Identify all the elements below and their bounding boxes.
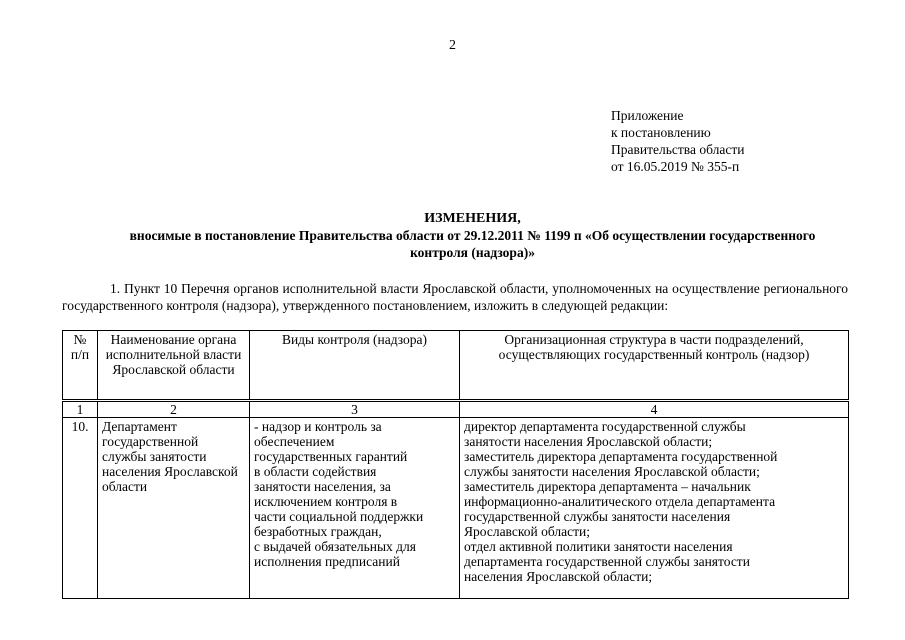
control-line: занятости населения, за: [254, 479, 391, 494]
org-structure: [460, 418, 849, 599]
column-header: Наименование органа исполнительной власти Ярославской области: [98, 331, 250, 401]
changes-table: [62, 330, 849, 599]
column-number: 2: [98, 401, 250, 418]
appendix-date: от 16.05.2019 № 355-п: [611, 159, 740, 174]
row-number: 10.: [63, 418, 98, 599]
control-line: обеспечением: [254, 434, 335, 449]
structure-line: заместитель директора департамента государственной: [464, 449, 778, 464]
control-types: [250, 418, 460, 599]
column-number: 1: [63, 401, 98, 418]
control-line: в области содействия: [254, 464, 377, 479]
page-number: 2: [449, 38, 456, 53]
control-line: - надзор и контроль за: [254, 419, 382, 434]
column-header: Организационная структура в части подразделений, осуществляющих государственный контроль (надзор): [460, 331, 849, 401]
structure-line: информационно-аналитического отдела департамента: [464, 494, 776, 509]
structure-line: занятости населения Ярославской области;: [464, 434, 713, 449]
appendix-line: к постановлению: [611, 125, 711, 140]
heading-title: ИЗМЕНЕНИЯ,: [424, 211, 521, 226]
control-line: исключением контроля в: [254, 494, 398, 509]
structure-line: государственной службы занятости населения: [464, 509, 731, 524]
control-line: части социальной поддержки: [254, 509, 424, 524]
column-header: Виды контроля (надзора): [250, 331, 460, 401]
column-number: 4: [460, 401, 849, 418]
structure-line: заместитель директора департамента – начальник: [464, 479, 751, 494]
heading-subtitle: вносимые в постановление Правительства области от 29.12.2011 № 1199 п «Об осуществлении государственного: [129, 228, 816, 243]
table-header-row: [63, 331, 849, 401]
document-heading: [40, 210, 905, 261]
heading-subtitle: контроля (надзора)»: [410, 245, 535, 260]
structure-line: Ярославской области;: [464, 524, 590, 539]
appendix-line: Приложение: [611, 108, 684, 123]
appendix-line: Правительства области: [611, 142, 745, 157]
table-row: [63, 418, 849, 599]
structure-line: службы занятости населения Ярославской области;: [464, 464, 760, 479]
control-line: безработных граждан,: [254, 524, 382, 539]
structure-line: отдел активной политики занятости населения: [464, 539, 733, 554]
control-line: исполнения предписаний: [254, 554, 400, 569]
column-header: № п/п: [63, 331, 98, 401]
control-line: с выдачей обязательных для: [254, 539, 416, 554]
column-number-row: [63, 401, 849, 418]
intro-paragraph: 1. Пункт 10 Перечня органов исполнительной власти Ярославской области, уполномоченных на осуществление регионального государственного контроля (надзора), утвержденного постановлением, изложить в следующей редакции:: [62, 281, 848, 313]
appendix-block: [611, 107, 744, 175]
structure-line: директор департамента государственной службы: [464, 419, 746, 434]
organ-name: Департамент государственной службы занятости населения Ярославской области: [98, 418, 250, 599]
column-number: 3: [250, 401, 460, 418]
control-line: государственных гарантий: [254, 449, 408, 464]
structure-line: департамента государственной службы занятости: [464, 554, 750, 569]
structure-line: населения Ярославской области;: [464, 569, 653, 584]
